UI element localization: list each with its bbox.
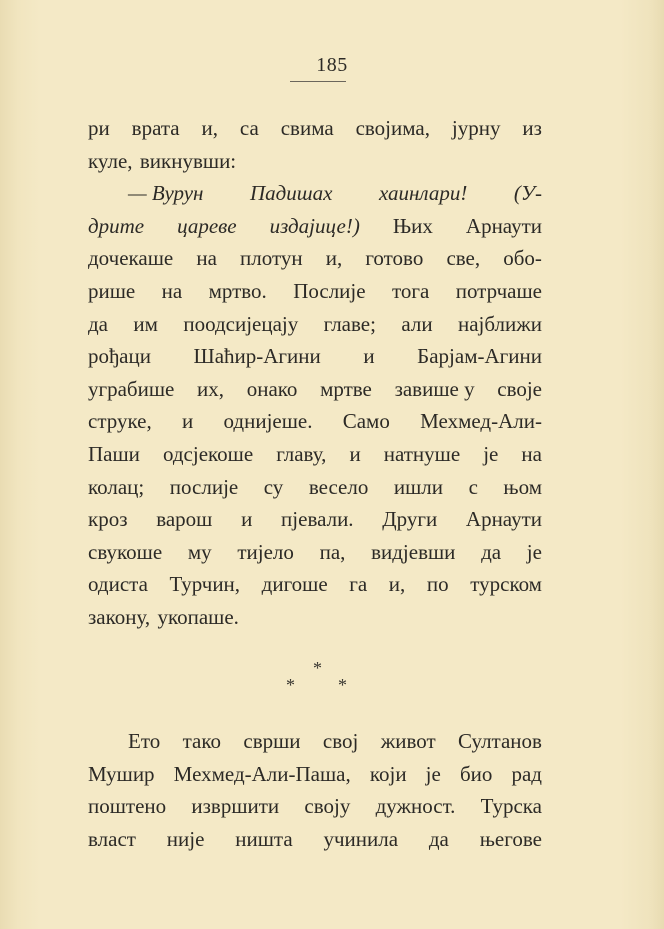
word: му (187, 539, 212, 564)
word: тога (391, 278, 430, 303)
word: своје (497, 376, 542, 401)
word: натнуше (383, 441, 461, 466)
word: своју (304, 794, 351, 819)
text-line (88, 601, 542, 634)
word: весело (308, 474, 369, 499)
text-line (88, 177, 542, 210)
word: издајице!) (269, 213, 360, 238)
word: Паши (88, 441, 140, 466)
separator-star: * (286, 675, 295, 695)
word: кроз (88, 507, 128, 532)
word: и (182, 409, 194, 434)
word: су (263, 474, 284, 499)
word: власт (88, 826, 136, 851)
word: Султанов (458, 729, 542, 753)
word: са (239, 116, 259, 140)
word: га (349, 572, 368, 597)
word: свукоше (88, 539, 163, 564)
word: поодсијецају (183, 311, 299, 336)
word: их, (197, 376, 225, 401)
word: ништа (235, 826, 293, 851)
word: јурну (451, 116, 501, 140)
word: па, (319, 539, 346, 564)
word: Турска (480, 794, 542, 819)
word: онако (246, 376, 298, 401)
word: и (241, 507, 253, 532)
word: викнувши: (139, 148, 237, 173)
word: дрите (88, 213, 145, 238)
word: свој (322, 729, 359, 753)
word: на (161, 278, 183, 303)
word: Шаћир-Агини (193, 344, 321, 369)
word: плотун (240, 246, 303, 271)
word: однијеше. (223, 409, 313, 434)
text-line (88, 758, 542, 791)
word: одиста (88, 572, 148, 597)
word: дужност. (375, 794, 456, 819)
word: све, (446, 246, 481, 271)
word: уграбише (88, 376, 175, 401)
word: завише у (394, 376, 475, 401)
word: закону, (88, 604, 151, 629)
word: био (459, 761, 493, 786)
word: Турчин, (169, 572, 241, 597)
separator-star: * (313, 658, 322, 678)
word: варош (156, 507, 213, 532)
text-line (88, 823, 542, 856)
word: Други (382, 507, 438, 532)
word: да (481, 539, 502, 564)
word: Њих (392, 213, 433, 238)
text-line (88, 503, 542, 536)
word: њом (503, 474, 542, 499)
text-line (88, 471, 542, 504)
word: својима, (355, 116, 430, 140)
word: поштено (88, 794, 167, 819)
text-line (88, 373, 542, 406)
word: на (196, 246, 217, 271)
word: рише (88, 278, 136, 303)
text-line (88, 275, 542, 308)
word: али (401, 311, 433, 336)
word: ри (88, 116, 110, 140)
word: је (483, 441, 499, 466)
section-separator (0, 658, 664, 698)
word: мртво. (208, 278, 267, 303)
word: и, (388, 572, 406, 597)
word: Мехмед-Али-Паша, (173, 761, 351, 786)
text-line (88, 340, 542, 373)
word: тијело (237, 539, 294, 564)
word: струке, (88, 409, 152, 434)
word: по (426, 572, 449, 597)
word: рад (511, 761, 542, 786)
word: одсјекоше (162, 441, 254, 466)
word: да (88, 311, 109, 336)
text-line (88, 308, 542, 341)
word: је (526, 539, 542, 564)
paragraph-1 (88, 112, 542, 634)
word: Арнаути (465, 507, 542, 532)
word: на (521, 441, 542, 466)
text-line (88, 112, 542, 145)
word: Падишах (249, 181, 333, 206)
word: Арнаути (465, 213, 542, 238)
word: и, (201, 116, 219, 140)
word: с (468, 474, 478, 499)
word: Само (342, 409, 390, 434)
word: је (425, 761, 441, 786)
text-line (88, 145, 542, 178)
word: тако (182, 729, 221, 753)
word: није (166, 826, 205, 851)
word: његове (479, 826, 542, 851)
word: свима (280, 116, 334, 140)
word: главе; (323, 311, 376, 336)
word: им (133, 311, 158, 336)
word: турском (470, 572, 542, 597)
word: колац; (88, 474, 145, 499)
word: хаинлари! (378, 181, 468, 206)
word: Мехмед-Али- (420, 409, 542, 434)
word: обо- (503, 246, 542, 271)
word: рођаци (88, 344, 151, 369)
page-number-rule (290, 81, 346, 82)
word: Ето (128, 729, 161, 753)
word: послије (169, 474, 239, 499)
word: главу, (276, 441, 327, 466)
text-line (88, 568, 542, 601)
word: потрчаше (455, 278, 542, 303)
word: и (363, 344, 375, 369)
text-line (88, 725, 542, 758)
text-line (88, 405, 542, 438)
word: из (522, 116, 542, 140)
word: видјевши (371, 539, 456, 564)
word: мртве (320, 376, 372, 401)
word: Послије (293, 278, 366, 303)
word: Мушир (88, 761, 155, 786)
word: дигоше (261, 572, 328, 597)
word: укопаше. (157, 604, 239, 629)
word: — Вурун (128, 181, 204, 206)
word: Барјам-Агини (417, 344, 542, 369)
separator-star: * (338, 675, 347, 695)
text-line (88, 438, 542, 471)
word: извршити (191, 794, 280, 819)
word: и (349, 441, 361, 466)
page-number: 185 (316, 54, 348, 76)
word: који (369, 761, 407, 786)
paragraph-2 (88, 725, 542, 855)
word: дочекаше (88, 246, 174, 271)
word: и, (325, 246, 343, 271)
word: куле, (88, 148, 133, 173)
text-line (88, 536, 542, 569)
word: живот (380, 729, 436, 753)
word: најближи (457, 311, 542, 336)
text-line (88, 242, 542, 275)
word: сврши (243, 729, 301, 753)
word: врата (131, 116, 180, 140)
word: да (428, 826, 449, 851)
text-line (88, 790, 542, 823)
text-line (88, 210, 542, 243)
word: цареве (177, 213, 237, 238)
word: пјевали. (281, 507, 354, 532)
word: готово (365, 246, 424, 271)
word: (У- (513, 181, 542, 206)
word: ишли (393, 474, 444, 499)
word: учинила (323, 826, 399, 851)
